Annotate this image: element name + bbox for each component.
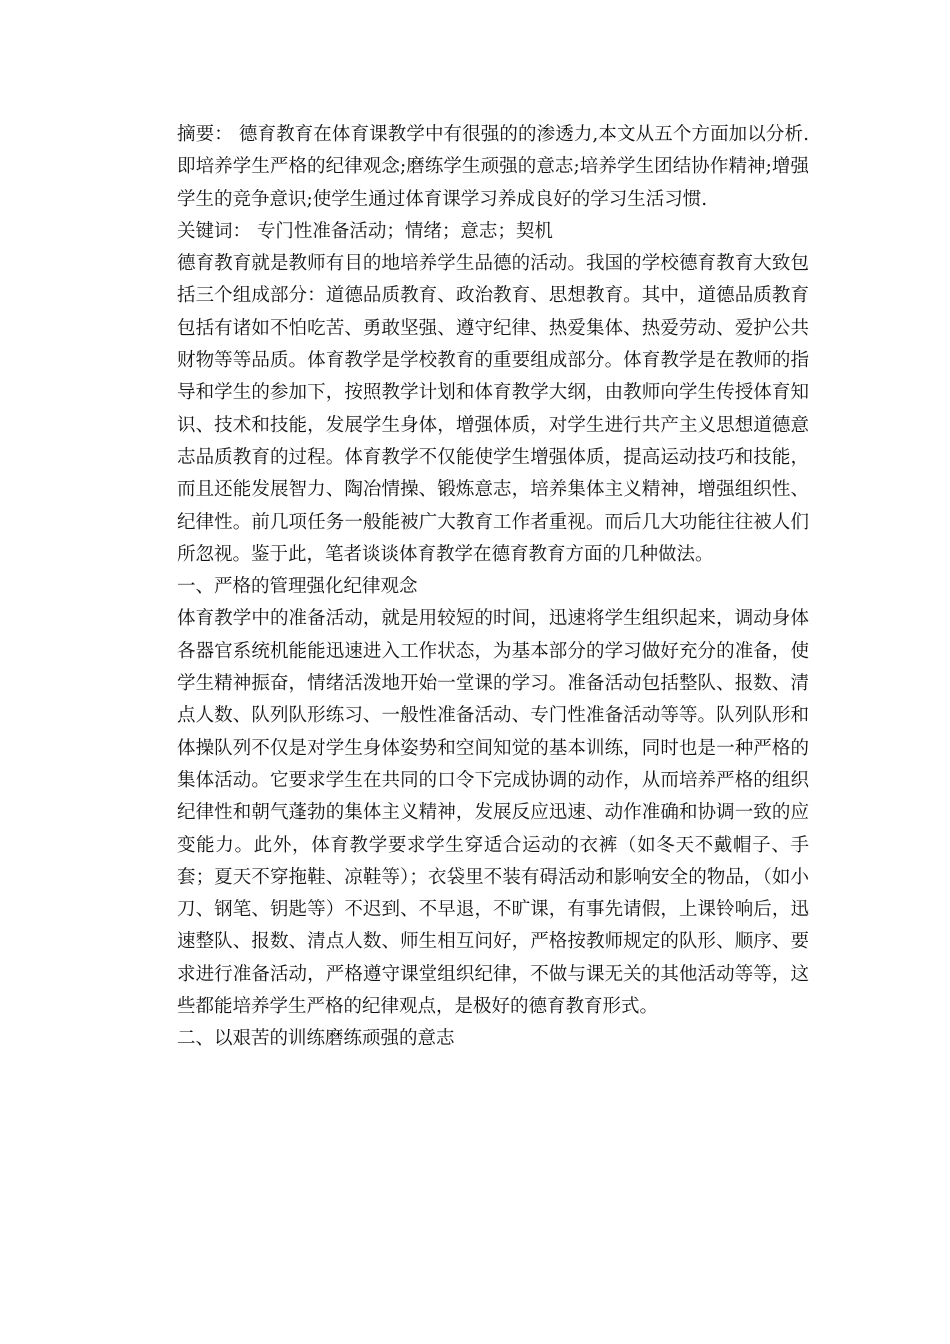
section-1-heading: 一、严格的管理强化纪律观念 [177, 576, 418, 598]
section-1-body: 体育教学中的准备活动，就是用较短的时间，迅速将学生组织起来，调动身体各器官系统机能能迅速进入工作状态，为基本部分的学习做好充分的准备，使学生精神振奋，情绪活泼地开始一堂课的学习。准备活动包括整队、报数、清点人数、队列队形练习、一般性准备活动、专门性准备活动等等。队列队形和体操队列不仅是对学生身体姿势和空间知觉的基本训练，同时也是一种严格的集体活动。它要求学生在共同的口令下完成协调的动作，从而培养严格的组织纪律性和朝气蓬勃的集体主义精神，发展反应迅速、动作准确和协调一致的应变能力。此外，体育教学要求学生穿适合运动的衣裤（如冬天不戴帽子、手套；夏天不穿拖鞋、凉鞋等）；衣袋里不装有碍活动和影响安全的物品，（如小刀、钢笔、钥匙等）不迟到、不早退，不旷课，有事先请假，上课铃响后，迅速整队、报数、清点人数、师生相互问好，严格按教师规定的队形、顺序、要求进行准备活动，严格遵守课堂组织纪律，不做与课无关的其他活动等等，这些都能培养学生严格的纪律观点，是极好的德育教育形式。 [177, 608, 809, 1018]
keywords-text: 专门性准备活动；情绪；意志；契机 [256, 220, 553, 242]
keywords-paragraph [177, 216, 809, 248]
abstract-paragraph [177, 119, 809, 216]
abstract-text: 德育教育在体育课教学中有很强的的渗透力,本文从五个方面加以分析.即培养学生严格的纪律观念;磨练学生顽强的意志;培养学生团结协作精神;增强学生的竞争意识;使学生通过体育课学习养成良好的学习生活习惯. [177, 124, 809, 210]
section-2-heading: 二、以艰苦的训练磨练顽强的意志 [177, 1028, 455, 1050]
abstract-label: 摘要： [177, 124, 233, 145]
document-body [177, 119, 809, 1056]
keywords-label: 关键词： [177, 220, 252, 242]
intro-paragraph: 德育教育就是教师有目的地培养学生品德的活动。我国的学校德育教育大致包括三个组成部分：道德品质教育、政治教育、思想教育。其中，道德品质教育包括有诸如不怕吃苦、勇敢坚强、遵守纪律、热爱集体、热爱劳动、爱护公共财物等等品质。体育教学是学校教育的重要组成部分。体育教学是在教师的指导和学生的参加下，按照教学计划和体育教学大纲，由教师向学生传授体育知识、技术和技能，发展学生身体，增强体质，对学生进行共产主义思想道德意志品质教育的过程。体育教学不仅能使学生增强体质，提高运动技巧和技能，而且还能发展智力、陶冶情操、锻炼意志，培养集体主义精神，增强组织性、纪律性。前几项任务一般能被广大教育工作者重视。而后几大功能往往被人们所忽视。鉴于此，笔者谈谈体育教学在德育教育方面的几种做法。 [177, 253, 809, 565]
